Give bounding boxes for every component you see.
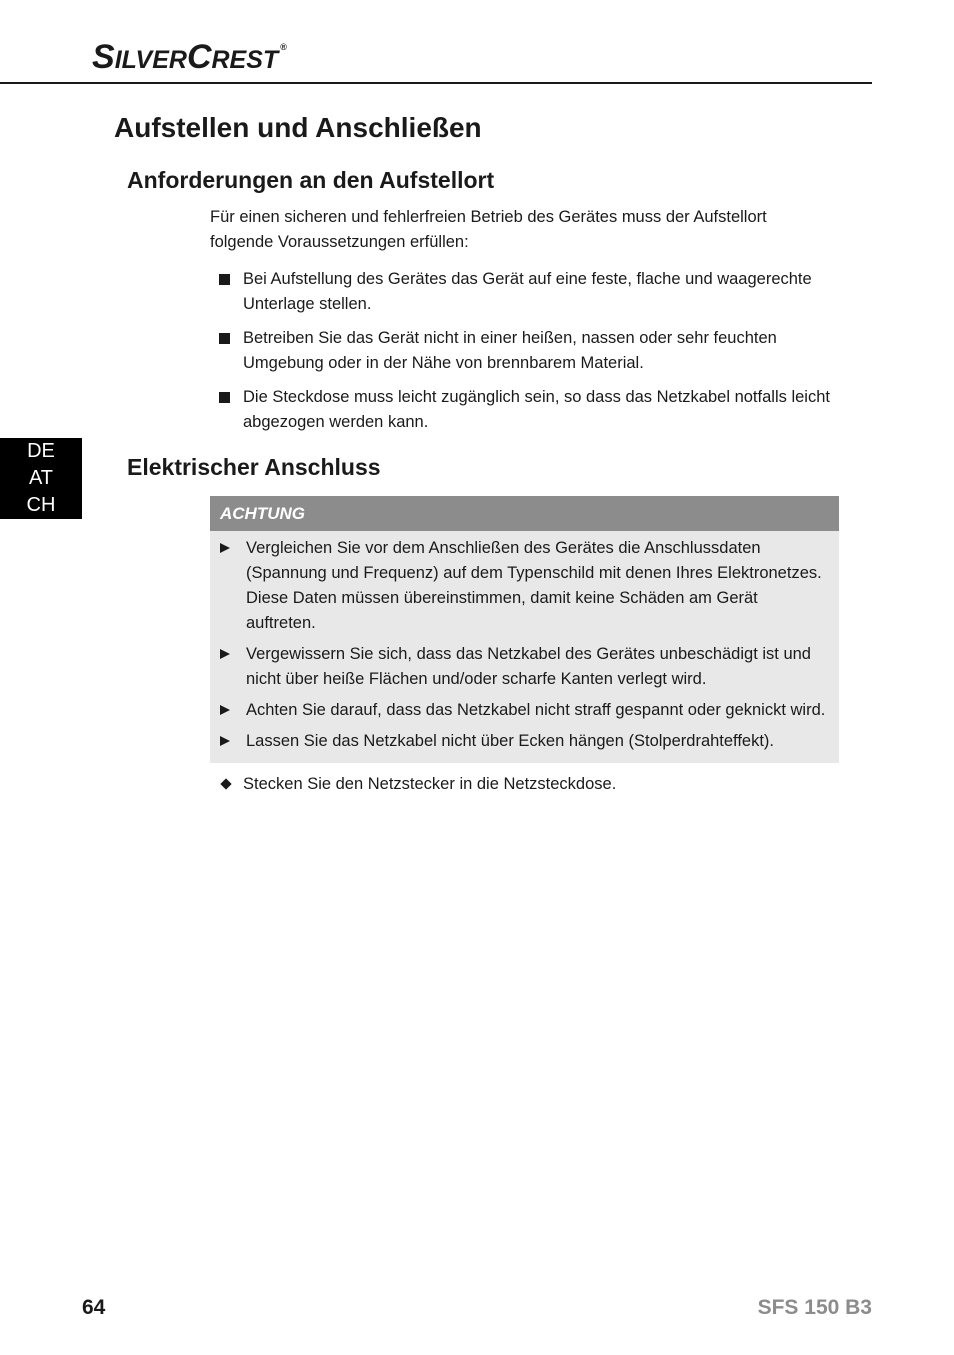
header-rule	[0, 82, 872, 84]
warning-text: Vergewissern Sie sich, dass das Netzkabel des Gerätes unbeschädigt ist und nicht über heiße Flächen und/oder scharfe Kanten verlegt wird.	[246, 645, 811, 688]
registered-mark: ®	[280, 42, 287, 52]
list-item	[210, 267, 840, 317]
arrow-bullet-icon	[220, 705, 230, 715]
section-heading-anschluss: Elektrischer Anschluss	[127, 454, 381, 480]
warning-text: Achten Sie darauf, dass das Netzkabel nicht straff gespannt oder geknickt wird.	[246, 701, 826, 719]
page-number: 64	[82, 1296, 106, 1319]
instruction-step	[210, 772, 863, 797]
warning-label: ACHTUNG	[210, 496, 839, 531]
lang-de: DE	[27, 440, 55, 462]
arrow-bullet-icon	[220, 736, 230, 746]
section-heading-aufstellort: Anforderungen an den Aufstellort	[127, 167, 495, 193]
list-item	[210, 698, 839, 723]
logo-ilver: ILVER	[114, 46, 187, 74]
square-bullet-icon	[219, 333, 230, 344]
list-item-text: Betreiben Sie das Gerät nicht in einer heißen, nassen oder sehr feuchten Umgebung oder in der Nähe von brennbarem Material.	[243, 329, 777, 372]
section-intro: Für einen sicheren und fehlerfreien Betrieb des Gerätes muss der Aufstellort folgende Voraussetzungen erfüllen:	[210, 208, 767, 251]
list-item	[210, 642, 839, 692]
list-item	[210, 385, 840, 435]
list-item-text: Bei Aufstellung des Gerätes das Gerät auf eine feste, flache und waagerechte Unterlage stellen.	[243, 270, 812, 313]
warning-text: Lassen Sie das Netzkabel nicht über Ecken hängen (Stolperdrahteffekt).	[246, 732, 775, 750]
model-number: SFS 150 B3	[757, 1296, 872, 1319]
brand-logo	[92, 38, 287, 77]
logo-rest: REST	[211, 46, 279, 74]
warning-list	[210, 536, 839, 760]
list-item	[210, 326, 840, 376]
list-item-text: Die Steckdose muss leicht zugänglich sein, so dass das Netzkabel notfalls leicht abgezogen werden kann.	[243, 388, 830, 431]
logo-letter-s: S	[92, 38, 115, 76]
square-bullet-icon	[219, 274, 230, 285]
instruction-text: Stecken Sie den Netzstecker in die Netzsteckdose.	[243, 775, 617, 793]
diamond-bullet-icon	[220, 778, 231, 789]
square-bullet-icon	[219, 392, 230, 403]
arrow-bullet-icon	[220, 543, 230, 553]
requirements-list	[210, 267, 840, 444]
language-tab	[0, 438, 82, 519]
logo-letter-c: C	[186, 38, 212, 76]
arrow-bullet-icon	[220, 649, 230, 659]
lang-at: AT	[28, 467, 54, 489]
page-title: Aufstellen und Anschließen	[114, 112, 482, 143]
list-item	[210, 729, 839, 754]
warning-text: Vergleichen Sie vor dem Anschließen des Gerätes die Anschlussdaten (Spannung und Frequenz) auf dem Typenschild mit denen Ihres Elektronetzes. Diese Daten müssen übereinstimmen, damit keine Schäden am Gerät auftreten.	[246, 539, 822, 632]
lang-ch: CH	[26, 494, 56, 516]
list-item	[210, 536, 839, 636]
warning-box	[210, 496, 839, 763]
